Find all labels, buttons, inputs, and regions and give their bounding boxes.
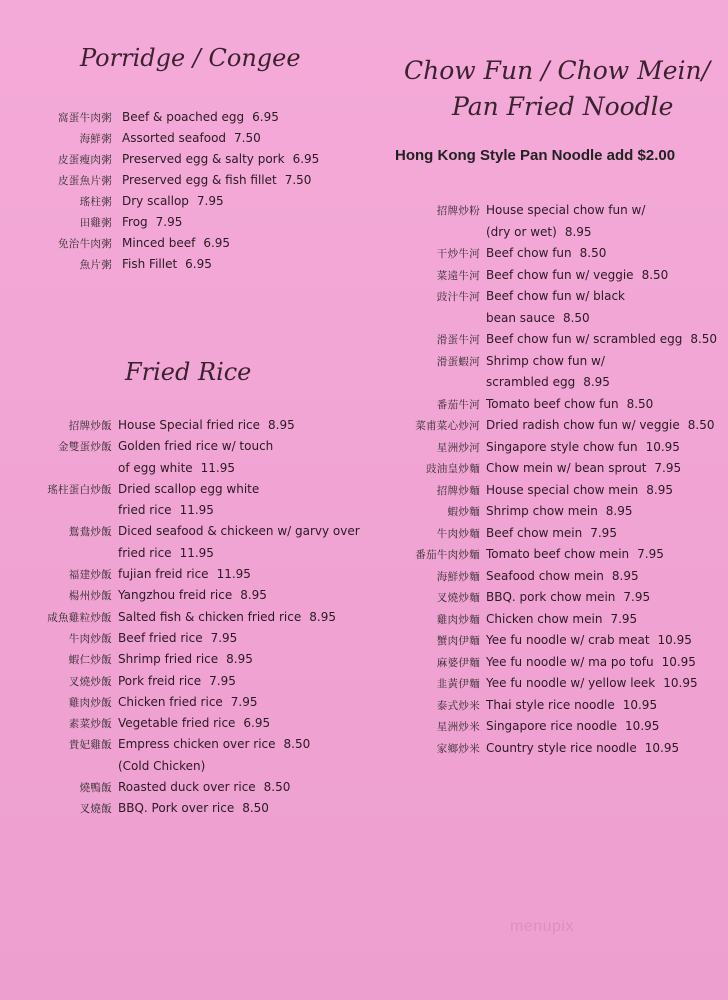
menu-item-price: 7.95 (209, 673, 236, 688)
menu-item-chinese-name: 滑蛋牛河 (436, 334, 480, 346)
porridge-section-title: Porridge / Congee (80, 44, 301, 72)
menu-item (390, 246, 717, 268)
menu-item-chinese-name: 皮蛋瘦肉粥 (58, 154, 112, 166)
menu-item-price: 8.95 (605, 504, 633, 518)
menu-item (390, 547, 717, 569)
menu-item-chinese-name: 魚片粥 (79, 259, 112, 271)
menu-item (0, 716, 360, 737)
menu-item-chinese-name: 招牌炒飯 (68, 420, 112, 432)
menu-item-price: 7.95 (590, 525, 617, 540)
menu-item (390, 461, 717, 483)
menu-item-chinese-name: 金雙蛋炒飯 (58, 441, 112, 454)
menu-item (390, 569, 717, 591)
menu-item (390, 612, 717, 634)
menu-item (0, 503, 360, 524)
menu-item-english-name: Yee fu noodle w/ crab meat (486, 633, 650, 647)
menu-item-chinese-name: 干炒牛河 (436, 248, 480, 260)
menu-item (390, 225, 717, 247)
menu-item-english-name: Chow mein w/ bean sprout (486, 461, 647, 475)
menu-item-english-name: Beef chow fun (486, 246, 572, 260)
menu-item-price: 10.95 (663, 676, 698, 690)
menu-item-chinese-name: 泰式炒米 (436, 699, 480, 712)
menu-item (0, 737, 360, 758)
menu-item-english-name: Assorted seafood (122, 131, 227, 145)
menu-item-english-name: Singapore style chow fun (486, 439, 638, 454)
menu-item-english-name: Shrimp fried rice (118, 652, 219, 667)
menu-item-chinese-name: 牛肉炒麵 (436, 527, 480, 540)
menu-item-chinese-name: 楊州炒飯 (68, 590, 112, 603)
menu-item (0, 652, 360, 673)
menu-item-price: 11.95 (179, 503, 214, 518)
menu-item-english-name: Beef chow fun w/ black (486, 289, 625, 303)
menu-item (0, 759, 360, 780)
porridge-list (0, 110, 319, 278)
menu-item-english-name: Minced beef (122, 236, 196, 250)
menu-item-english-name: Yee fu noodle w/ yellow leek (486, 676, 656, 690)
menu-item-chinese-name: 海鮮炒麵 (436, 570, 480, 583)
menu-item-price: 6.95 (243, 716, 271, 731)
menu-item-chinese-name: 菜遠牛河 (436, 269, 480, 282)
menu-item-english-name: Preserved egg & salty pork (122, 152, 285, 166)
menu-item-english-name: scrambled egg (486, 375, 576, 389)
menu-item-chinese-name: 叉燒炒飯 (68, 675, 112, 688)
menu-item-english-name: House special chow fun w/ (486, 203, 646, 217)
menu-item-price: 8.50 (263, 780, 291, 795)
menu-item-english-name: Diced seafood & chickeen w/ garvy over (118, 524, 360, 539)
menupix-watermark: menupix (510, 918, 574, 935)
menu-item-english-name: BBQ. pork chow mein (486, 590, 616, 604)
menu-item-price: 8.95 (646, 482, 674, 497)
menu-item-chinese-name: 瑤柱粥 (79, 196, 112, 208)
menu-item-price: 8.50 (562, 310, 590, 325)
menu-item (0, 610, 360, 631)
menu-item-price: 7.50 (234, 131, 261, 145)
menu-item (390, 655, 717, 677)
menu-item-english-name: of egg white (118, 460, 193, 475)
menu-item-price: 8.95 (309, 609, 336, 624)
menu-item-english-name: Chicken chow mein (486, 611, 603, 626)
menu-item-english-name: fried rice (118, 545, 172, 560)
menu-item-english-name: House special chow mein (486, 482, 639, 497)
menu-item-english-name: Yangzhou freid rice (118, 588, 233, 603)
menu-item-english-name: BBQ. Pork over rice (118, 801, 235, 816)
menu-item-price: 7.95 (637, 547, 664, 561)
menu-item-price: 8.50 (626, 396, 654, 411)
menu-item-chinese-name: 燒鴨飯 (79, 782, 112, 795)
menu-item (390, 483, 717, 505)
menu-item-price: 8.95 (611, 568, 639, 583)
menu-item (390, 354, 717, 376)
menu-item (390, 504, 717, 526)
menu-item-chinese-name: 麻婆伊麵 (436, 656, 480, 669)
menu-item (0, 801, 360, 822)
menu-item-english-name: Dried scallop egg white (118, 481, 260, 496)
menu-item-chinese-name: 叉燒飯 (79, 803, 112, 816)
menu-item (390, 375, 717, 397)
menu-item (390, 590, 717, 612)
menu-item-price: 7.95 (654, 461, 682, 475)
menu-item-price: 8.95 (240, 588, 267, 603)
fried-rice-list (0, 418, 360, 823)
menu-item-english-name: Fish Fillet (122, 257, 178, 271)
menu-item-price: 8.50 (579, 246, 607, 260)
menu-item-english-name: Seafood chow mein (486, 568, 604, 583)
menu-item-price: 8.50 (641, 267, 669, 282)
menu-item-chinese-name: 招牌炒粉 (436, 205, 480, 217)
menu-item (0, 780, 360, 801)
menu-item-english-name: Pork freid rice (118, 673, 202, 688)
menu-item-price: 10.95 (625, 719, 660, 733)
menu-item-english-name: Beef chow fun w/ scrambled egg (486, 332, 683, 346)
chow-fun-title-line2: Pan Fried Noodle (452, 92, 674, 121)
menu-item-english-name: Singapore rice noodle (486, 719, 618, 733)
menu-item-english-name: Beef & poached egg (122, 110, 245, 124)
menu-item-chinese-name: 牛肉炒飯 (68, 632, 112, 645)
menu-item (0, 674, 360, 695)
menu-item-chinese-name: 豉汁牛河 (436, 291, 480, 303)
menu-item-chinese-name: 貴妃雞飯 (68, 739, 112, 752)
menu-item-price: 7.95 (623, 590, 651, 604)
menu-item-price: 11.95 (200, 460, 236, 475)
menu-item-english-name: Empress chicken over rice (118, 737, 276, 752)
menu-item-chinese-name: 番茄牛肉炒麵 (415, 549, 480, 561)
menu-item-price: 10.95 (622, 697, 658, 712)
menu-item-price: 7.95 (230, 694, 258, 709)
menu-item (0, 215, 319, 236)
menu-item-price: 10.95 (657, 633, 692, 647)
menu-item (0, 482, 360, 503)
menu-item (390, 332, 717, 354)
menu-item-price: 8.95 (268, 418, 295, 432)
menu-item-english-name: Preserved egg & fish fillet (122, 173, 277, 187)
menu-item-chinese-name: 家鄉炒米 (436, 742, 480, 755)
menu-item-chinese-name: 雞肉炒麵 (436, 613, 480, 626)
menu-item-price: 6.95 (292, 152, 320, 166)
menu-item (0, 110, 319, 131)
menu-item-english-name: (Cold Chicken) (118, 758, 206, 773)
menu-item-price: 8.95 (564, 224, 592, 239)
menu-item (0, 236, 319, 257)
chow-fun-title-line1: Chow Fun / Chow Mein/ (404, 56, 711, 85)
menu-item (390, 203, 717, 225)
menu-item (0, 461, 360, 482)
menu-item (0, 588, 360, 609)
menu-item (0, 546, 360, 567)
fried-rice-section-title: Fried Rice (125, 358, 252, 386)
menu-item-english-name: Vegetable fried rice (118, 716, 236, 731)
menu-item-chinese-name: 窩蛋牛肉粥 (58, 112, 112, 124)
menu-item-price: 10.95 (645, 439, 680, 454)
menu-item-chinese-name: 福建炒飯 (68, 569, 112, 582)
menu-item-chinese-name: 瑤柱蛋白炒飯 (47, 483, 112, 496)
menu-item-price: 8.95 (583, 375, 610, 389)
menu-item (390, 741, 717, 763)
menu-item-english-name: House Special fried rice (118, 418, 261, 432)
menu-item (390, 289, 717, 311)
menu-item-chinese-name: 鴛鴦炒飯 (68, 526, 112, 539)
menu-item-chinese-name: 蟹肉伊麵 (436, 635, 480, 647)
menu-item-english-name: Tomato beef chow mein (486, 547, 630, 561)
menu-item (0, 152, 319, 173)
menu-item-price: 11.95 (179, 545, 214, 560)
menu-item-chinese-name: 韭黃伊麵 (436, 678, 480, 690)
menu-item-chinese-name: 番茄牛河 (436, 398, 480, 411)
menu-item-chinese-name: 蝦炒麵 (447, 506, 480, 518)
menu-item (0, 257, 319, 278)
menu-item-english-name: Chicken fried rice (118, 694, 223, 709)
hk-style-note: Hong Kong Style Pan Noodle add $2.00 (395, 147, 676, 164)
menu-item-chinese-name: 滑蛋蝦河 (436, 355, 480, 368)
menu-item-price: 10.95 (661, 654, 696, 669)
menu-item (0, 524, 360, 545)
menu-item-chinese-name: 菜甫菜心炒河 (415, 420, 480, 432)
menu-item-chinese-name: 咸魚雞粒炒飯 (47, 611, 112, 624)
menu-item-english-name: Yee fu noodle w/ ma po tofu (486, 654, 654, 669)
menu-item (0, 131, 319, 152)
menu-item (390, 676, 717, 698)
menu-item-english-name: Beef fried rice (118, 630, 203, 645)
menu-item-price: 6.95 (203, 236, 231, 250)
menu-item-price: 7.95 (210, 630, 238, 645)
menu-item-chinese-name: 蝦仁炒飯 (68, 654, 112, 667)
menu-item-english-name: fried rice (118, 503, 172, 518)
menu-item-chinese-name: 叉燒炒麵 (436, 592, 480, 604)
menu-item-chinese-name: 海鮮粥 (79, 133, 112, 145)
menu-item-price: 7.95 (155, 215, 183, 229)
menu-item-english-name: Shrimp chow mein (486, 504, 598, 518)
menu-item-english-name: Thai style rice noodle (486, 697, 615, 712)
menu-item (0, 173, 319, 194)
menu-item-english-name: Dried radish chow fun w/ veggie (486, 418, 680, 432)
menu-item-chinese-name: 皮蛋魚片粥 (58, 175, 112, 187)
menu-item-english-name: (dry or wet) (486, 224, 557, 239)
menu-item-chinese-name: 星洲炒米 (436, 721, 480, 733)
menu-item (0, 439, 360, 460)
menu-item (390, 526, 717, 548)
menu-item-price: 11.95 (216, 567, 251, 582)
menu-item-english-name: fujian freid rice (118, 567, 209, 582)
menu-item-english-name: Beef chow mein (486, 525, 583, 540)
menu-item-english-name: Country style rice noodle (486, 740, 637, 755)
menu-item-price: 6.95 (185, 257, 212, 271)
chow-fun-list (390, 203, 717, 762)
menu-item (390, 633, 717, 655)
menu-item (0, 418, 360, 439)
menu-item-chinese-name: 田雞粥 (79, 217, 112, 229)
menu-item (0, 567, 360, 588)
menu-item (390, 268, 717, 290)
menu-item-english-name: bean sauce (486, 310, 555, 325)
menu-item-chinese-name: 素菜炒飯 (68, 718, 112, 731)
menu-item-price: 7.50 (284, 173, 312, 187)
menu-item (390, 719, 717, 741)
menu-item (390, 698, 717, 720)
menu-item-price: 7.95 (196, 194, 224, 208)
menu-item-english-name: Dry scallop (122, 194, 189, 208)
menu-item-price: 8.95 (226, 652, 253, 667)
menu-item (390, 440, 717, 462)
menu-item-price: 7.95 (610, 611, 638, 626)
menu-item (0, 194, 319, 215)
menu-item-chinese-name: 招牌炒麵 (436, 484, 480, 497)
menu-item-english-name: Salted fish & chicken fried rice (118, 609, 302, 624)
menu-item-chinese-name: 免治牛肉粥 (58, 238, 112, 250)
menu-item-price: 8.50 (690, 332, 718, 346)
menu-item-english-name: Golden fried rice w/ touch (118, 439, 274, 454)
menu-item-price: 8.50 (687, 418, 715, 432)
menu-item-english-name: Frog (122, 215, 148, 229)
menu-item (390, 418, 717, 440)
menu-item (390, 397, 717, 419)
menu-item (0, 631, 360, 652)
menu-item-price: 8.50 (283, 737, 311, 752)
menu-item-chinese-name: 星洲炒河 (436, 441, 480, 454)
menu-item-english-name: Tomato beef chow fun (486, 396, 619, 411)
menu-item-english-name: Beef chow fun w/ veggie (486, 267, 634, 282)
menu-item-price: 6.95 (252, 110, 279, 124)
menu-item-price: 10.95 (644, 740, 680, 755)
menu-item-price: 8.50 (242, 801, 269, 816)
menu-item-english-name: Roasted duck over rice (118, 780, 256, 795)
menu-item (390, 311, 717, 333)
menu-item-chinese-name: 豉油皇炒麵 (426, 463, 480, 475)
menu-item-chinese-name: 雞肉炒飯 (68, 696, 112, 709)
menu-item-english-name: Shrimp chow fun w/ (486, 353, 605, 368)
menu-item (0, 695, 360, 716)
